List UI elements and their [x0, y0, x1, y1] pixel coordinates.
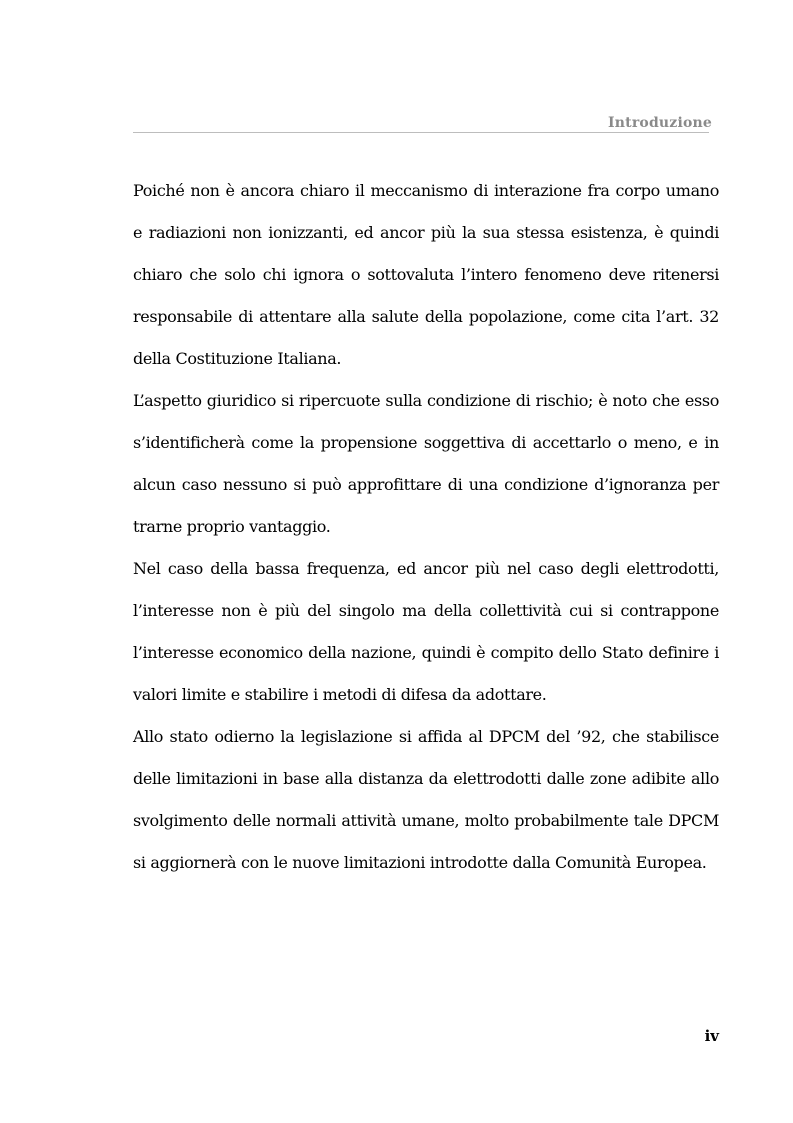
paragraph-1: Poiché non è ancora chiaro il meccanismo di interazione fra corpo umano e radiazioni non ionizzanti, ed ancor più la sua stessa esistenza, è quindi chiaro che solo chi ignora o sottovaluta l’intero fenomeno deve ritenersi responsabile di attentare alla salute della popolazione, come cita l’art. 32 della Costituzione Italiana.	[133, 181, 719, 368]
paragraph-3: Nel caso della bassa frequenza, ed ancor più nel caso degli elettrodotti, l’interesse non è più del singolo ma della collettività cui si contrappone l’interesse economico della nazione, quindi è compito dello Stato definire i valori limite e stabilire i metodi di difesa da adottare.	[133, 559, 719, 704]
paragraph-2: L’aspetto giuridico si ripercuote sulla condizione di rischio; è noto che esso s’identificherà come la propensione soggettiva di accettarlo o meno, e in alcun caso nessuno si può approfittare di una condizione d’ignoranza per trarne proprio vantaggio.	[133, 391, 719, 536]
page-body	[133, 170, 719, 884]
running-header-title: Introduzione	[608, 115, 712, 131]
header-divider	[133, 132, 709, 133]
paragraph-4: Allo stato odierno la legislazione si affida al DPCM del ’92, che stabilisce delle limitazioni in base alla distanza da elettrodotti dalle zone adibite allo svolgimento delle normali attività umane, molto probabilmente tale DPCM si aggiornerà con le nuove limitazioni introdotte dalla Comunità Europea.	[133, 727, 719, 872]
page-number: iv	[704, 1027, 719, 1045]
